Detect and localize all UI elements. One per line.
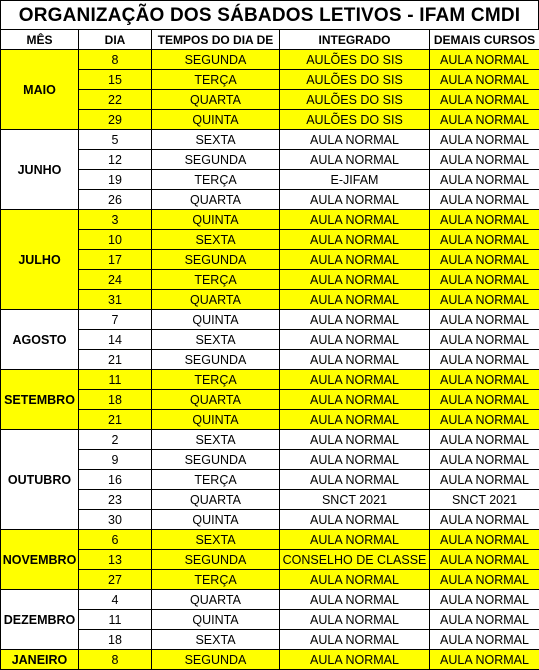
day-cell: 23 bbox=[79, 490, 152, 510]
table-row bbox=[1, 230, 539, 250]
day-cell: 21 bbox=[79, 410, 152, 430]
integrado-cell: AULÕES DO SIS bbox=[280, 70, 430, 90]
day-cell: 12 bbox=[79, 150, 152, 170]
schedule-body bbox=[1, 50, 539, 670]
table-row bbox=[1, 50, 539, 70]
integrado-cell: AULA NORMAL bbox=[280, 270, 430, 290]
integrado-cell: AULA NORMAL bbox=[280, 230, 430, 250]
demais-cursos-cell: AULA NORMAL bbox=[430, 230, 539, 250]
day-cell: 31 bbox=[79, 290, 152, 310]
weekday-schedule-cell: SEXTA bbox=[152, 130, 280, 150]
integrado-cell: AULA NORMAL bbox=[280, 410, 430, 430]
month-cell-junho: JUNHO bbox=[1, 130, 79, 210]
demais-cursos-cell: AULA NORMAL bbox=[430, 250, 539, 270]
integrado-cell: AULA NORMAL bbox=[280, 310, 430, 330]
header-dia: DIA bbox=[79, 30, 152, 50]
table-row bbox=[1, 170, 539, 190]
weekday-schedule-cell: SEGUNDA bbox=[152, 350, 280, 370]
integrado-cell: AULA NORMAL bbox=[280, 370, 430, 390]
demais-cursos-cell: AULA NORMAL bbox=[430, 630, 539, 650]
table-row bbox=[1, 370, 539, 390]
integrado-cell: AULA NORMAL bbox=[280, 590, 430, 610]
table-row bbox=[1, 390, 539, 410]
header-mes: MÊS bbox=[1, 30, 79, 50]
weekday-schedule-cell: TERÇA bbox=[152, 370, 280, 390]
demais-cursos-cell: AULA NORMAL bbox=[430, 310, 539, 330]
table-row bbox=[1, 70, 539, 90]
month-cell-novembro: NOVEMBRO bbox=[1, 530, 79, 590]
sheet-title: ORGANIZAÇÃO DOS SÁBADOS LETIVOS - IFAM CMDI bbox=[0, 0, 539, 29]
demais-cursos-cell: AULA NORMAL bbox=[430, 430, 539, 450]
integrado-cell: AULA NORMAL bbox=[280, 390, 430, 410]
integrado-cell: AULA NORMAL bbox=[280, 130, 430, 150]
weekday-schedule-cell: SEXTA bbox=[152, 230, 280, 250]
integrado-cell: AULÕES DO SIS bbox=[280, 110, 430, 130]
day-cell: 10 bbox=[79, 230, 152, 250]
day-cell: 8 bbox=[79, 650, 152, 670]
day-cell: 30 bbox=[79, 510, 152, 530]
weekday-schedule-cell: TERÇA bbox=[152, 270, 280, 290]
table-row bbox=[1, 410, 539, 430]
demais-cursos-cell: AULA NORMAL bbox=[430, 650, 539, 670]
day-cell: 11 bbox=[79, 610, 152, 630]
header-integrado: INTEGRADO bbox=[280, 30, 430, 50]
header-demais-cursos: DEMAIS CURSOS bbox=[430, 30, 539, 50]
integrado-cell: SNCT 2021 bbox=[280, 490, 430, 510]
table-row bbox=[1, 430, 539, 450]
table-row bbox=[1, 150, 539, 170]
day-cell: 2 bbox=[79, 430, 152, 450]
weekday-schedule-cell: SEGUNDA bbox=[152, 150, 280, 170]
day-cell: 14 bbox=[79, 330, 152, 350]
demais-cursos-cell: AULA NORMAL bbox=[430, 450, 539, 470]
month-cell-setembro: SETEMBRO bbox=[1, 370, 79, 430]
demais-cursos-cell: SNCT 2021 bbox=[430, 490, 539, 510]
demais-cursos-cell: AULA NORMAL bbox=[430, 590, 539, 610]
integrado-cell: AULA NORMAL bbox=[280, 530, 430, 550]
weekday-schedule-cell: SEXTA bbox=[152, 630, 280, 650]
weekday-schedule-cell: TERÇA bbox=[152, 470, 280, 490]
table-row bbox=[1, 270, 539, 290]
weekday-schedule-cell: QUINTA bbox=[152, 110, 280, 130]
integrado-cell: AULA NORMAL bbox=[280, 450, 430, 470]
day-cell: 11 bbox=[79, 370, 152, 390]
day-cell: 22 bbox=[79, 90, 152, 110]
table-row bbox=[1, 570, 539, 590]
demais-cursos-cell: AULA NORMAL bbox=[430, 350, 539, 370]
weekday-schedule-cell: QUINTA bbox=[152, 510, 280, 530]
demais-cursos-cell: AULA NORMAL bbox=[430, 570, 539, 590]
weekday-schedule-cell: SEXTA bbox=[152, 330, 280, 350]
day-cell: 8 bbox=[79, 50, 152, 70]
integrado-cell: AULA NORMAL bbox=[280, 570, 430, 590]
table-row bbox=[1, 130, 539, 150]
weekday-schedule-cell: QUINTA bbox=[152, 210, 280, 230]
demais-cursos-cell: AULA NORMAL bbox=[430, 190, 539, 210]
day-cell: 7 bbox=[79, 310, 152, 330]
weekday-schedule-cell: QUARTA bbox=[152, 490, 280, 510]
weekday-schedule-cell: SEGUNDA bbox=[152, 550, 280, 570]
table-row bbox=[1, 90, 539, 110]
weekday-schedule-cell: TERÇA bbox=[152, 170, 280, 190]
table-row bbox=[1, 610, 539, 630]
table-row bbox=[1, 490, 539, 510]
month-cell-julho: JULHO bbox=[1, 210, 79, 310]
integrado-cell: AULA NORMAL bbox=[280, 210, 430, 230]
demais-cursos-cell: AULA NORMAL bbox=[430, 330, 539, 350]
integrado-cell: AULA NORMAL bbox=[280, 650, 430, 670]
month-cell-janeiro: JANEIRO bbox=[1, 650, 79, 670]
demais-cursos-cell: AULA NORMAL bbox=[430, 550, 539, 570]
demais-cursos-cell: AULA NORMAL bbox=[430, 410, 539, 430]
table-row bbox=[1, 470, 539, 490]
demais-cursos-cell: AULA NORMAL bbox=[430, 170, 539, 190]
day-cell: 4 bbox=[79, 590, 152, 610]
table-row bbox=[1, 330, 539, 350]
month-cell-outubro: OUTUBRO bbox=[1, 430, 79, 530]
day-cell: 17 bbox=[79, 250, 152, 270]
day-cell: 13 bbox=[79, 550, 152, 570]
day-cell: 27 bbox=[79, 570, 152, 590]
demais-cursos-cell: AULA NORMAL bbox=[430, 50, 539, 70]
weekday-schedule-cell: TERÇA bbox=[152, 570, 280, 590]
weekday-schedule-cell: QUARTA bbox=[152, 190, 280, 210]
demais-cursos-cell: AULA NORMAL bbox=[430, 390, 539, 410]
day-cell: 21 bbox=[79, 350, 152, 370]
integrado-cell: AULA NORMAL bbox=[280, 290, 430, 310]
demais-cursos-cell: AULA NORMAL bbox=[430, 290, 539, 310]
integrado-cell: AULA NORMAL bbox=[280, 610, 430, 630]
integrado-cell: AULA NORMAL bbox=[280, 350, 430, 370]
integrado-cell: AULÕES DO SIS bbox=[280, 90, 430, 110]
weekday-schedule-cell: QUARTA bbox=[152, 390, 280, 410]
table-row bbox=[1, 530, 539, 550]
month-cell-maio: MAIO bbox=[1, 50, 79, 130]
table-row bbox=[1, 210, 539, 230]
day-cell: 9 bbox=[79, 450, 152, 470]
weekday-schedule-cell: QUARTA bbox=[152, 590, 280, 610]
integrado-cell: CONSELHO DE CLASSE bbox=[280, 550, 430, 570]
table-row bbox=[1, 510, 539, 530]
day-cell: 18 bbox=[79, 390, 152, 410]
month-cell-agosto: AGOSTO bbox=[1, 310, 79, 370]
table-row bbox=[1, 290, 539, 310]
table-row bbox=[1, 110, 539, 130]
demais-cursos-cell: AULA NORMAL bbox=[430, 150, 539, 170]
integrado-cell: AULA NORMAL bbox=[280, 630, 430, 650]
integrado-cell: AULA NORMAL bbox=[280, 430, 430, 450]
demais-cursos-cell: AULA NORMAL bbox=[430, 110, 539, 130]
integrado-cell: AULÕES DO SIS bbox=[280, 50, 430, 70]
header-tempos: TEMPOS DO DIA DE bbox=[152, 30, 280, 50]
weekday-schedule-cell: SEGUNDA bbox=[152, 250, 280, 270]
weekday-schedule-cell: QUINTA bbox=[152, 610, 280, 630]
weekday-schedule-cell: TERÇA bbox=[152, 70, 280, 90]
integrado-cell: AULA NORMAL bbox=[280, 250, 430, 270]
integrado-cell: AULA NORMAL bbox=[280, 150, 430, 170]
day-cell: 15 bbox=[79, 70, 152, 90]
day-cell: 6 bbox=[79, 530, 152, 550]
integrado-cell: E-JIFAM bbox=[280, 170, 430, 190]
weekday-schedule-cell: SEXTA bbox=[152, 430, 280, 450]
table-row bbox=[1, 350, 539, 370]
month-cell-dezembro: DEZEMBRO bbox=[1, 590, 79, 650]
day-cell: 16 bbox=[79, 470, 152, 490]
day-cell: 18 bbox=[79, 630, 152, 650]
day-cell: 26 bbox=[79, 190, 152, 210]
integrado-cell: AULA NORMAL bbox=[280, 470, 430, 490]
table-row bbox=[1, 590, 539, 610]
integrado-cell: AULA NORMAL bbox=[280, 190, 430, 210]
weekday-schedule-cell: SEGUNDA bbox=[152, 650, 280, 670]
weekday-schedule-cell: SEGUNDA bbox=[152, 50, 280, 70]
schedule-table bbox=[0, 29, 539, 670]
day-cell: 19 bbox=[79, 170, 152, 190]
demais-cursos-cell: AULA NORMAL bbox=[430, 90, 539, 110]
table-row bbox=[1, 630, 539, 650]
weekday-schedule-cell: QUINTA bbox=[152, 310, 280, 330]
demais-cursos-cell: AULA NORMAL bbox=[430, 130, 539, 150]
table-row bbox=[1, 190, 539, 210]
integrado-cell: AULA NORMAL bbox=[280, 330, 430, 350]
weekday-schedule-cell: SEXTA bbox=[152, 530, 280, 550]
day-cell: 3 bbox=[79, 210, 152, 230]
weekday-schedule-cell: QUINTA bbox=[152, 410, 280, 430]
weekday-schedule-cell: QUARTA bbox=[152, 90, 280, 110]
integrado-cell: AULA NORMAL bbox=[280, 510, 430, 530]
day-cell: 24 bbox=[79, 270, 152, 290]
day-cell: 5 bbox=[79, 130, 152, 150]
table-row bbox=[1, 250, 539, 270]
day-cell: 29 bbox=[79, 110, 152, 130]
header-row bbox=[1, 30, 539, 50]
demais-cursos-cell: AULA NORMAL bbox=[430, 70, 539, 90]
demais-cursos-cell: AULA NORMAL bbox=[430, 370, 539, 390]
demais-cursos-cell: AULA NORMAL bbox=[430, 210, 539, 230]
demais-cursos-cell: AULA NORMAL bbox=[430, 470, 539, 490]
table-row bbox=[1, 450, 539, 470]
demais-cursos-cell: AULA NORMAL bbox=[430, 270, 539, 290]
demais-cursos-cell: AULA NORMAL bbox=[430, 610, 539, 630]
table-row bbox=[1, 550, 539, 570]
demais-cursos-cell: AULA NORMAL bbox=[430, 530, 539, 550]
table-row bbox=[1, 310, 539, 330]
weekday-schedule-cell: SEGUNDA bbox=[152, 450, 280, 470]
table-row bbox=[1, 650, 539, 670]
weekday-schedule-cell: QUARTA bbox=[152, 290, 280, 310]
demais-cursos-cell: AULA NORMAL bbox=[430, 510, 539, 530]
